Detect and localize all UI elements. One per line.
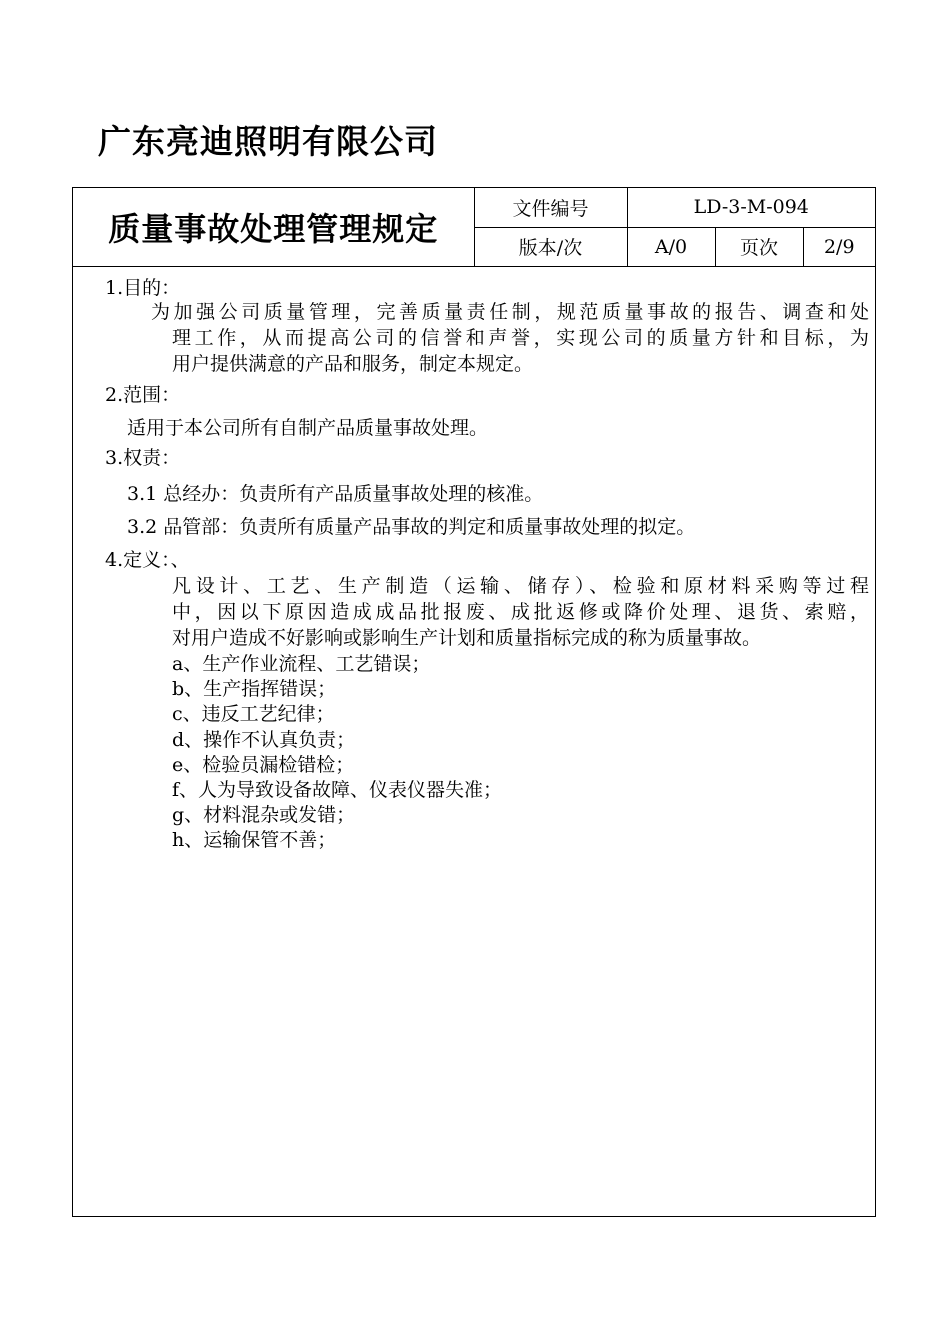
document-frame [72,187,876,1217]
definition-list-item: b、生产指挥错误； [172,678,337,700]
file-number-label: 文件编号 [474,188,627,227]
definition-list-item: d、操作不认真负责； [172,729,356,751]
definition-line: 凡设计、工艺、生产制造（运输、储存）、检验和原材料采购等过程 [172,575,869,597]
definition-line: 中，因以下原因造成成品批报废、成批返修或降价处理、退货、索赔， [172,601,869,623]
scope-heading: 2.范围： [105,384,181,406]
file-number-value: LD-3-M-094 [627,188,875,227]
definition-list-item: f、人为导致设备故障、仪表仪器失准； [172,779,503,801]
definition-list-item: h、运输保管不善； [172,829,337,851]
document-header-table [73,188,875,267]
version-label: 版本/次 [474,227,627,266]
responsibility-heading: 3.权责： [105,447,181,469]
definition-line: 对用户造成不好影响或影响生产计划和质量指标完成的称为质量事故。 [172,627,762,649]
purpose-line: 用户提供满意的产品和服务，制定本规定。 [172,353,534,375]
purpose-line: 为加强公司质量管理，完善质量责任制，规范质量事故的报告、调查和处 [151,301,869,323]
company-name: 广东亮迪照明有限公司 [98,122,438,161]
scope-text: 适用于本公司所有自制产品质量事故处理。 [127,417,489,439]
definition-list-item: c、违反工艺纪律； [172,703,335,725]
definition-list-item: e、检验员漏检错检； [172,754,355,776]
definition-heading: 4.定义：、 [105,549,190,571]
page-value: 2/9 [803,227,875,266]
definition-list-item: a、生产作业流程、工艺错误； [172,653,431,675]
purpose-line: 理工作，从而提高公司的信誉和声誉，实现公司的质量方针和目标，为 [172,327,869,349]
page-label: 页次 [715,227,803,266]
purpose-heading: 1.目的： [105,277,181,299]
version-value: A/0 [627,227,715,266]
responsibility-item: 3.1 总经办：负责所有产品质量事故处理的核准。 [127,483,544,505]
responsibility-item: 3.2 品管部：负责所有质量产品事故的判定和质量事故处理的拟定。 [127,516,696,538]
document-title: 质量事故处理管理规定 [73,188,474,266]
definition-list-item: g、材料混杂或发错； [172,804,356,826]
